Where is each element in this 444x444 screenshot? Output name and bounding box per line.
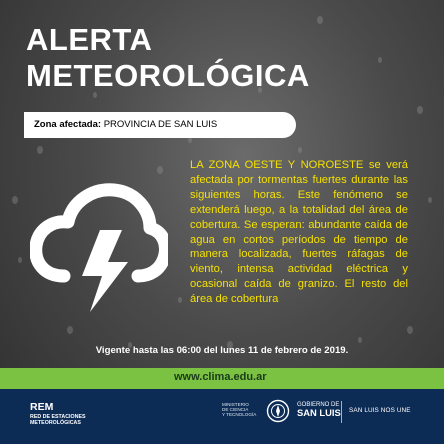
website-link[interactable]: www.clima.edu.ar: [174, 371, 267, 383]
zone-label: Zona afectada:: [34, 119, 102, 130]
title-line-2: METEOROLÓGICA: [26, 58, 310, 93]
title-line-1: ALERTA: [26, 22, 153, 57]
affected-zone-bar: [24, 112, 296, 138]
footer-logos: [0, 389, 444, 444]
ministry-line-3: Y TECNOLOGÍA: [222, 412, 257, 418]
province-seal-icon: [266, 399, 290, 423]
government-logo: [297, 402, 341, 419]
website-bar: [0, 368, 444, 389]
alert-title: [26, 22, 310, 94]
ministry-logo: [222, 402, 256, 418]
rem-logo-title: REM: [30, 401, 54, 413]
rem-sub-line-1: RED DE ESTACIONES: [30, 414, 86, 420]
ministry-line-1: MINISTERIO: [222, 402, 249, 407]
footer-divider: [341, 401, 342, 423]
rem-logo-subtitle: [30, 414, 86, 426]
slogan-text: SAN LUIS NOS UNE: [349, 407, 411, 414]
zone-value: PROVINCIA DE SAN LUIS: [103, 119, 218, 130]
rem-sub-line-2: METEOROLÓGICAS: [30, 420, 81, 427]
gob-line-1: GOBIERNO DE: [297, 402, 340, 408]
storm-cloud-lightning-icon: [30, 180, 168, 312]
ministry-line-2: DE CIENCIA: [222, 407, 249, 413]
validity-text: Vigente hasta las 06:00 del lunes 11 de febrero de 2019.: [95, 345, 349, 356]
gob-line-2: SAN LUIS: [297, 407, 341, 418]
alert-description: LA ZONA OESTE Y NOROESTE se verá afectada por tormentas fuertes durante las siguientes horas. Este fenómeno se extenderá luego, a la totalidad del área de cobertura. Se esperan: abundante caída de agua en cortos períodos de tiempo de manera localizada, fuertes ráfagas de viento, intensa actividad eléctrica y ocasional caída de granizo. El resto del área de cobertura: [190, 159, 408, 306]
